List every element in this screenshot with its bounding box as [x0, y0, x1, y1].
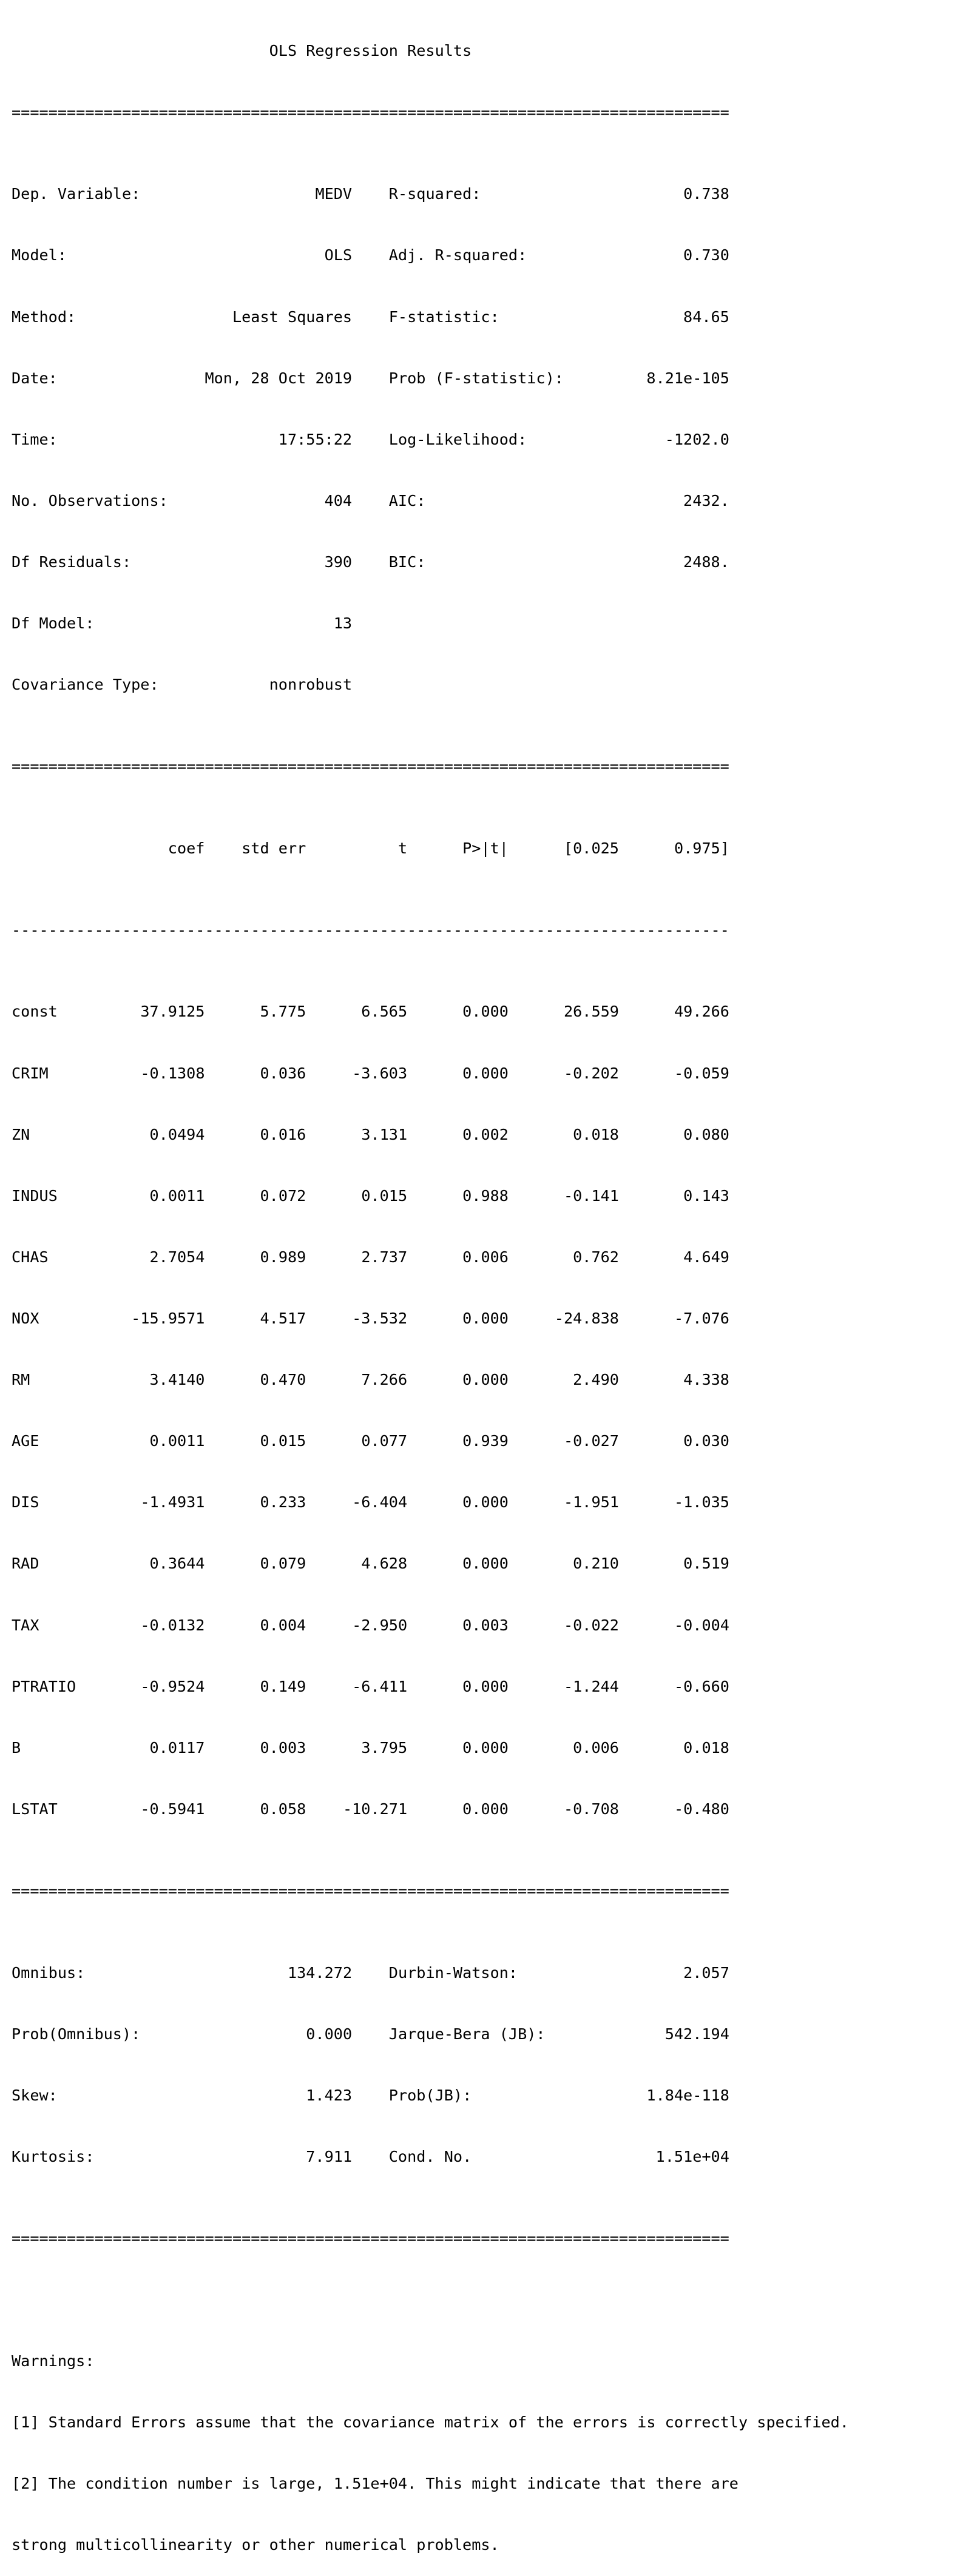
model-info-row [12, 552, 849, 573]
model-info-row [12, 491, 849, 511]
info-value: 404 [324, 491, 353, 509]
info-value: nonrobust [269, 676, 353, 694]
summary-title: OLS Regression Results [269, 42, 472, 60]
header-t: t [397, 839, 408, 857]
cell-coef: 3.4140 [149, 1371, 205, 1389]
coef-row [12, 1492, 849, 1513]
cell-std-err: 0.233 [260, 1493, 306, 1512]
cell-coef: -15.9571 [131, 1310, 205, 1327]
cell-ci-lower: -0.708 [563, 1800, 619, 1818]
coef-row [12, 1125, 849, 1145]
diag-stat-value: 1.51e+04 [655, 2147, 729, 2165]
cell-ci-upper: -0.480 [674, 1800, 729, 1818]
cell-ci-upper: -1.035 [674, 1493, 729, 1512]
cell-coef: -0.1308 [140, 1064, 205, 1082]
cell-std-err: 4.517 [260, 1310, 306, 1327]
info-value: MEDV [315, 185, 353, 203]
cell-ci-upper: -0.660 [674, 1677, 729, 1695]
cell-t: 3.795 [361, 1738, 408, 1757]
cell-t: 6.565 [361, 1003, 408, 1021]
cell-std-err: 0.079 [260, 1555, 306, 1573]
cell-p-value: 0.000 [462, 1003, 509, 1021]
cell-p-value: 0.003 [462, 1616, 509, 1634]
info-label: Method: [12, 308, 76, 326]
model-info-row [12, 245, 849, 266]
diag-stat-value: 542.194 [664, 2025, 729, 2043]
cell-t: 3.131 [361, 1125, 408, 1143]
diagnostics-row [12, 2024, 849, 2045]
cell-ci-lower: 26.559 [563, 1003, 619, 1021]
cell-p-value: 0.000 [462, 1555, 509, 1573]
diag-label: Prob(Omnibus): [12, 2025, 141, 2043]
variable-name: ZN [12, 1125, 30, 1143]
cell-coef: -0.0132 [140, 1616, 205, 1634]
model-info-row [12, 307, 849, 328]
cell-ci-lower: -1.244 [563, 1677, 619, 1695]
cell-p-value: 0.000 [462, 1738, 509, 1757]
model-info-row [12, 184, 849, 204]
stat-label: AIC: [388, 491, 426, 509]
coef-row [12, 1676, 849, 1697]
cell-t: -2.950 [352, 1616, 408, 1634]
header-ci-upper: 0.975] [674, 839, 729, 857]
header-ci-lower: [0.025 [563, 839, 619, 857]
cell-ci-upper: 0.143 [683, 1186, 729, 1205]
diag-label: Skew: [12, 2086, 58, 2104]
double-rule: ============================================================================== [12, 2229, 729, 2247]
variable-name: const [12, 1003, 58, 1021]
cell-coef: 0.3644 [149, 1555, 205, 1573]
diag-stat-label: Prob(JB): [388, 2086, 472, 2104]
diag-value: 7.911 [306, 2147, 353, 2165]
variable-name: CHAS [12, 1248, 49, 1266]
cell-t: 2.737 [361, 1248, 408, 1266]
diag-value: 1.423 [306, 2086, 353, 2104]
variable-name: B [12, 1738, 21, 1757]
coef-row [12, 1186, 849, 1206]
cell-std-err: 0.072 [260, 1186, 306, 1205]
cell-ci-lower: -0.141 [563, 1186, 619, 1205]
header-std-err: std err [242, 839, 306, 857]
variable-name: CRIM [12, 1064, 49, 1082]
warnings-heading: Warnings: [12, 2352, 95, 2370]
stat-label: Log-Likelihood: [388, 430, 527, 448]
cell-std-err: 0.036 [260, 1064, 306, 1082]
cell-t: -6.404 [352, 1493, 408, 1512]
cell-ci-upper: 0.030 [683, 1432, 729, 1450]
coef-row [12, 1738, 849, 1758]
cell-ci-upper: 0.080 [683, 1125, 729, 1143]
cell-coef: -1.4931 [140, 1493, 205, 1512]
stat-value: 2488. [683, 553, 729, 571]
coef-row [12, 1553, 849, 1574]
title-line [12, 41, 849, 61]
warning-line: [1] Standard Errors assume that the covariance matrix of the errors is correctly specified. [12, 2413, 849, 2431]
blank-line [12, 2290, 849, 2310]
cell-p-value: 0.000 [462, 1310, 509, 1327]
coef-header-row [12, 838, 849, 859]
cell-ci-lower: -24.838 [554, 1310, 619, 1327]
stat-label: Adj. R-squared: [388, 246, 527, 264]
cell-std-err: 0.058 [260, 1800, 306, 1818]
coef-row [12, 1370, 849, 1390]
cell-t: 7.266 [361, 1371, 408, 1389]
diag-stat-label: Jarque-Bera (JB): [388, 2025, 546, 2043]
double-rule: ============================================================================== [12, 103, 729, 121]
diag-value: 134.272 [287, 1963, 353, 1982]
diagnostics-row [12, 2147, 849, 2167]
stat-value: 8.21e-105 [646, 369, 729, 387]
stat-label: F-statistic: [388, 308, 499, 326]
cell-ci-lower: 0.762 [573, 1248, 619, 1266]
single-rule: ------------------------------------------------------------------------------ [12, 921, 729, 939]
info-label: Covariance Type: [12, 676, 159, 694]
coef-row [12, 1001, 849, 1022]
double-rule: ============================================================================== [12, 1882, 729, 1900]
cell-ci-upper: 0.519 [683, 1555, 729, 1573]
info-value: 390 [324, 553, 353, 571]
cell-ci-upper: 49.266 [674, 1003, 729, 1021]
info-value: Least Squares [232, 308, 353, 326]
variable-name: NOX [12, 1310, 39, 1327]
cell-p-value: 0.939 [462, 1432, 509, 1450]
cell-t: 4.628 [361, 1555, 408, 1573]
cell-p-value: 0.000 [462, 1371, 509, 1389]
variable-name: RAD [12, 1555, 39, 1573]
info-value: 13 [333, 614, 353, 633]
cell-coef: -0.5941 [140, 1800, 205, 1818]
header-coef: coef [167, 839, 205, 857]
info-value: OLS [324, 246, 353, 264]
cell-t: -10.271 [342, 1800, 408, 1818]
stat-label: R-squared: [388, 185, 481, 203]
stat-value: -1202.0 [664, 430, 729, 448]
diag-value: 0.000 [306, 2025, 353, 2043]
variable-name: TAX [12, 1616, 39, 1634]
cell-ci-lower: -0.022 [563, 1616, 619, 1634]
variable-name: LSTAT [12, 1800, 58, 1818]
info-label: Dep. Variable: [12, 185, 141, 203]
coef-row [12, 1063, 849, 1084]
diag-stat-label: Durbin-Watson: [388, 1963, 518, 1982]
cell-ci-upper: -0.004 [674, 1616, 729, 1634]
cell-t: 0.015 [361, 1186, 408, 1205]
cell-ci-upper: 4.338 [683, 1371, 729, 1389]
cell-ci-upper: 0.018 [683, 1738, 729, 1757]
info-label: No. Observations: [12, 491, 168, 509]
diagnostics-row [12, 2085, 849, 2106]
cell-p-value: 0.000 [462, 1064, 509, 1082]
variable-name: RM [12, 1371, 30, 1389]
cell-coef: 2.7054 [149, 1248, 205, 1266]
stat-label: Prob (F-statistic): [388, 369, 564, 387]
cell-std-err: 0.470 [260, 1371, 306, 1389]
diagnostics-row [12, 1963, 849, 1983]
diag-label: Kurtosis: [12, 2147, 95, 2165]
cell-ci-upper: -7.076 [674, 1310, 729, 1327]
cell-std-err: 0.003 [260, 1738, 306, 1757]
info-label: Time: [12, 430, 58, 448]
stat-label: BIC: [388, 553, 426, 571]
model-info-row [12, 674, 849, 695]
diag-stat-value: 2.057 [683, 1963, 729, 1982]
stat-value: 2432. [683, 491, 729, 509]
coef-row [12, 1615, 849, 1636]
cell-p-value: 0.000 [462, 1493, 509, 1512]
cell-coef: 0.0494 [149, 1125, 205, 1143]
cell-ci-upper: 4.649 [683, 1248, 729, 1266]
info-value: 17:55:22 [278, 430, 353, 448]
stat-value: 0.738 [683, 185, 729, 203]
cell-std-err: 0.015 [260, 1432, 306, 1450]
cell-std-err: 0.149 [260, 1677, 306, 1695]
variable-name: DIS [12, 1493, 39, 1512]
cell-coef: -0.9524 [140, 1677, 205, 1695]
stat-value: 0.730 [683, 246, 729, 264]
variable-name: AGE [12, 1432, 39, 1450]
cell-ci-lower: 2.490 [573, 1371, 619, 1389]
stat-value: 84.65 [683, 308, 729, 326]
cell-ci-lower: 0.018 [573, 1125, 619, 1143]
cell-t: 0.077 [361, 1432, 408, 1450]
diag-stat-label: Cond. No. [388, 2147, 472, 2165]
cell-ci-lower: -0.027 [563, 1432, 619, 1450]
cell-std-err: 5.775 [260, 1003, 306, 1021]
variable-name: PTRATIO [12, 1677, 76, 1695]
cell-coef: 0.0011 [149, 1186, 205, 1205]
cell-ci-lower: -1.951 [563, 1493, 619, 1512]
diag-label: Omnibus: [12, 1963, 86, 1982]
info-label: Model: [12, 246, 67, 264]
info-label: Df Model: [12, 614, 95, 633]
cell-coef: 0.0011 [149, 1432, 205, 1450]
cell-std-err: 0.016 [260, 1125, 306, 1143]
coef-row [12, 1247, 849, 1268]
cell-p-value: 0.000 [462, 1677, 509, 1695]
ols-summary-document [12, 0, 849, 2576]
cell-p-value: 0.006 [462, 1248, 509, 1266]
model-info-row [12, 613, 849, 634]
cell-coef: 37.9125 [140, 1003, 205, 1021]
model-info-row [12, 429, 849, 450]
cell-t: -3.603 [352, 1064, 408, 1082]
cell-ci-upper: -0.059 [674, 1064, 729, 1082]
diag-stat-value: 1.84e-118 [646, 2086, 729, 2104]
double-rule: ============================================================================== [12, 758, 729, 776]
coef-row [12, 1799, 849, 1820]
cell-ci-lower: -0.202 [563, 1064, 619, 1082]
cell-coef: 0.0117 [149, 1738, 205, 1757]
cell-t: -3.532 [352, 1310, 408, 1327]
cell-ci-lower: 0.210 [573, 1555, 619, 1573]
coef-row [12, 1431, 849, 1451]
cell-ci-lower: 0.006 [573, 1738, 619, 1757]
warning-line: strong multicollinearity or other numerical problems. [12, 2536, 499, 2554]
info-label: Df Residuals: [12, 553, 132, 571]
cell-std-err: 0.004 [260, 1616, 306, 1634]
variable-name: INDUS [12, 1186, 58, 1205]
coef-row [12, 1308, 849, 1329]
cell-std-err: 0.989 [260, 1248, 306, 1266]
cell-t: -6.411 [352, 1677, 408, 1695]
cell-p-value: 0.000 [462, 1800, 509, 1818]
info-label: Date: [12, 369, 58, 387]
info-value: Mon, 28 Oct 2019 [205, 369, 353, 387]
cell-p-value: 0.002 [462, 1125, 509, 1143]
model-info-row [12, 368, 849, 389]
cell-p-value: 0.988 [462, 1186, 509, 1205]
warning-line: [2] The condition number is large, 1.51e+04. This might indicate that there are [12, 2475, 739, 2493]
header-p-value: P>|t| [462, 839, 509, 857]
